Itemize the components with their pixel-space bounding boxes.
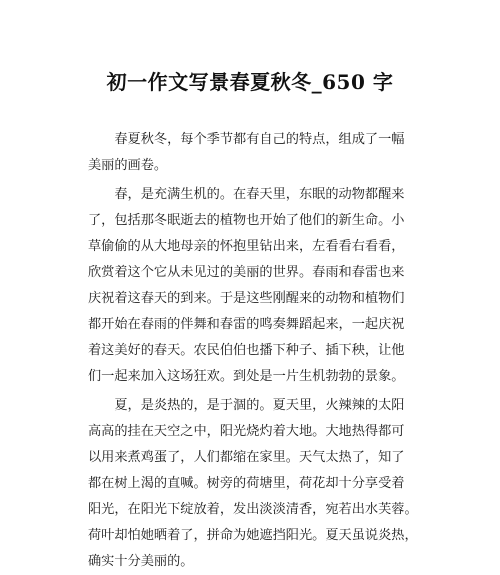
text-line: 以用来煮鸡蛋了，人们都缩在家里。天气太热了，知了 [88, 450, 405, 465]
text-line: 了，包括那冬眠逝去的植物也开始了他们的新生命。小 [88, 213, 405, 228]
text-line: 春夏秋冬，每个季节都有自己的特点，组成了一幅 [88, 132, 405, 147]
text-line: 庆祝着这春天的到来。于是这些刚醒来的动物和植物们 [88, 291, 405, 306]
text-line: 们一起来加入这场狂欢。到处是一片生机勃勃的景象。 [88, 369, 405, 384]
text-line: 荷叶却怕她晒着了，拼命为她遮挡阳光。夏天虽说炎热， [88, 528, 418, 543]
text-line: 确实十分美丽的。 [88, 554, 194, 569]
text-line: 阳光，在阳光下绽放着，发出淡淡清香，宛若出水芙蓉。 [88, 502, 418, 517]
text-line: 春，是充满生机的。在春天里，东眠的动物都醒来 [88, 187, 405, 202]
text-line: 高高的挂在天空之中，阳光烧灼着大地。大地热得都可 [88, 424, 405, 439]
text-line: 美丽的画卷。 [88, 158, 168, 173]
text-line: 夏，是炎热的，是于涸的。夏天里，火辣辣的太阳 [88, 398, 405, 413]
text-line: 欣赏着这个它从未见过的美丽的世界。春雨和春雷也来 [88, 265, 405, 280]
text-line: 都开始在春雨的伴舞和春雷的鸣奏舞蹈起来，一起庆祝 [88, 317, 405, 332]
text-line: 草偷偷的从大地母亲的怀抱里钻出来，左看看右看看， [88, 239, 405, 254]
document-title: 初一作文写景春夏秋冬_650 字 [106, 70, 394, 94]
text-line: 都在树上渴的直喊。树旁的荷塘里，荷花却十分享受着 [88, 476, 405, 491]
text-line: 着这美好的春天。农民伯伯也播下种子、插下秧，让他 [88, 343, 405, 358]
